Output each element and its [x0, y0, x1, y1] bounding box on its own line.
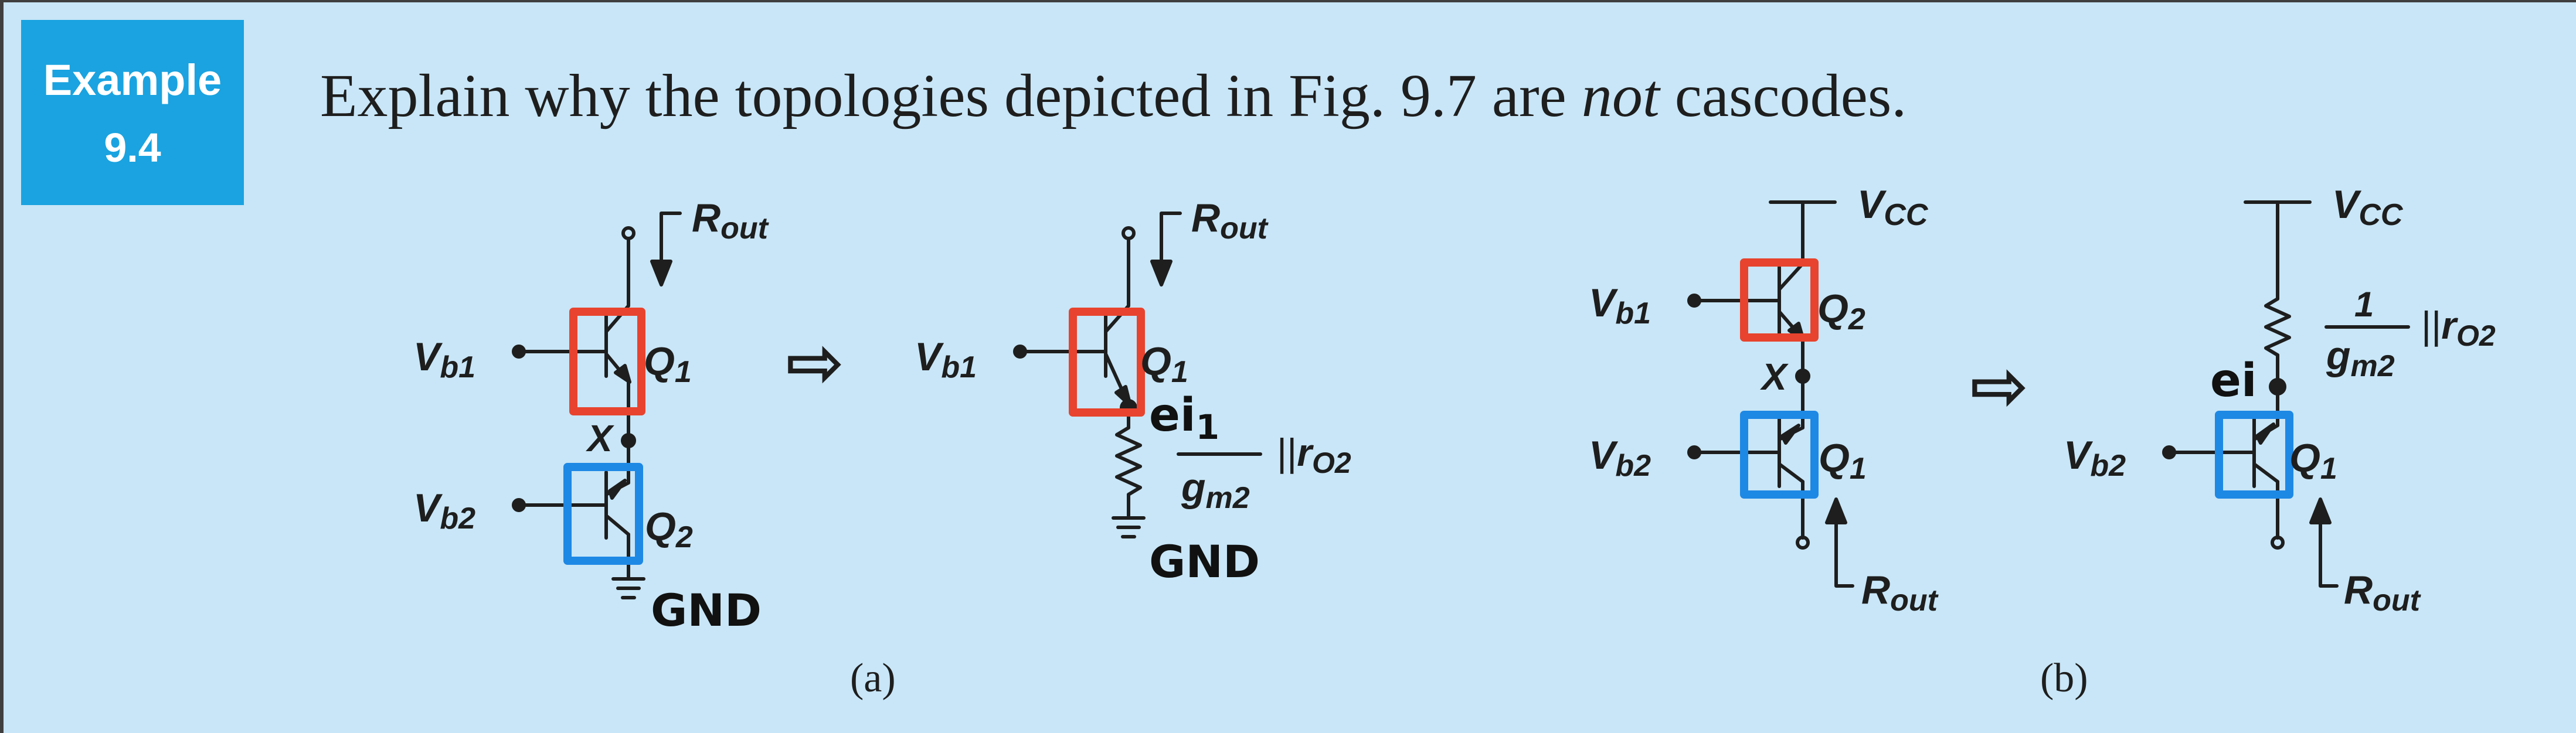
vb1-label-a2: Vb1 [915, 335, 977, 384]
vcc-label-b2: VCC [2332, 182, 2403, 232]
vb1-label-b: Vb1 [1589, 281, 1651, 330]
transform-arrow-a: ⇨ [786, 323, 845, 402]
rout-arrow-b2 [2320, 516, 2337, 586]
rout-label-b: Rout [1861, 568, 1938, 618]
vb1-terminal-b [1689, 295, 1700, 306]
caption-b: (b) [2040, 656, 2088, 701]
question-emphasis: not [1581, 62, 1660, 129]
vb2-terminal-b2 [2164, 447, 2174, 458]
vcc-label-b: VCC [1857, 182, 1928, 232]
q2-label-a: Q2 [645, 504, 693, 554]
vb1-terminal-a2 [1015, 346, 1025, 357]
gm2-label-b2: gm2 [2326, 333, 2395, 383]
rout-label-a2: Rout [1191, 196, 1267, 246]
q1-label-b2: Q1 [2289, 436, 2337, 486]
gnd-handwritten-a: GND [651, 584, 762, 636]
question-after: cascodes. [1659, 62, 1907, 129]
vb1-label-a: Vb1 [413, 335, 476, 384]
vb2-label-b: Vb2 [1589, 433, 1651, 483]
gnd-handwritten-a2: GND [1149, 536, 1260, 588]
rout-label-a: Rout [692, 196, 768, 246]
gm2-label-a2: gm2 [1181, 465, 1250, 515]
vb2-terminal-b [1689, 447, 1700, 458]
q2-label-b: Q2 [1817, 287, 1865, 336]
output-terminal-b2 [2272, 537, 2283, 548]
node-x-a [623, 435, 634, 446]
vb2-label-a: Vb2 [413, 486, 476, 536]
example-number: 9.4 [104, 125, 161, 171]
vb1-terminal-a [514, 346, 524, 357]
resistor-b2 [2266, 299, 2289, 355]
question-before: Explain why the topologies depicted in Fig. 9.7 are [320, 62, 1582, 129]
rout-label-b2: Rout [2344, 568, 2420, 618]
ei1-handwritten-a2: ei1 [1149, 389, 1219, 447]
x-node-label-a: X [587, 417, 613, 459]
resistor-a2 [1117, 428, 1140, 495]
fraction-one-b2: 1 [2354, 285, 2374, 324]
q1-label-b: Q1 [1819, 436, 1867, 486]
q1-label-a: Q1 [644, 339, 692, 389]
caption-a: (a) [850, 656, 896, 701]
circuit-b-transformed [2164, 202, 2408, 586]
vb2-label-b2: Vb2 [2064, 433, 2126, 483]
transform-arrow-b: ⇨ [1970, 347, 2029, 425]
output-terminal-b [1797, 537, 1808, 548]
vb2-terminal-a [514, 500, 524, 510]
parallel-ro2-label-a2: ||rO2 [1277, 431, 1351, 479]
parallel-ro2-label-b2: ||rO2 [2421, 304, 2496, 352]
node-x-b [1797, 370, 1809, 382]
rout-arrow-b [1836, 516, 1853, 586]
q1-label-a2: Q1 [1140, 339, 1188, 389]
example-label: Example [43, 56, 222, 104]
x-node-label-b: X [1762, 356, 1787, 398]
ei-handwritten-b2: ei [2210, 354, 2257, 407]
